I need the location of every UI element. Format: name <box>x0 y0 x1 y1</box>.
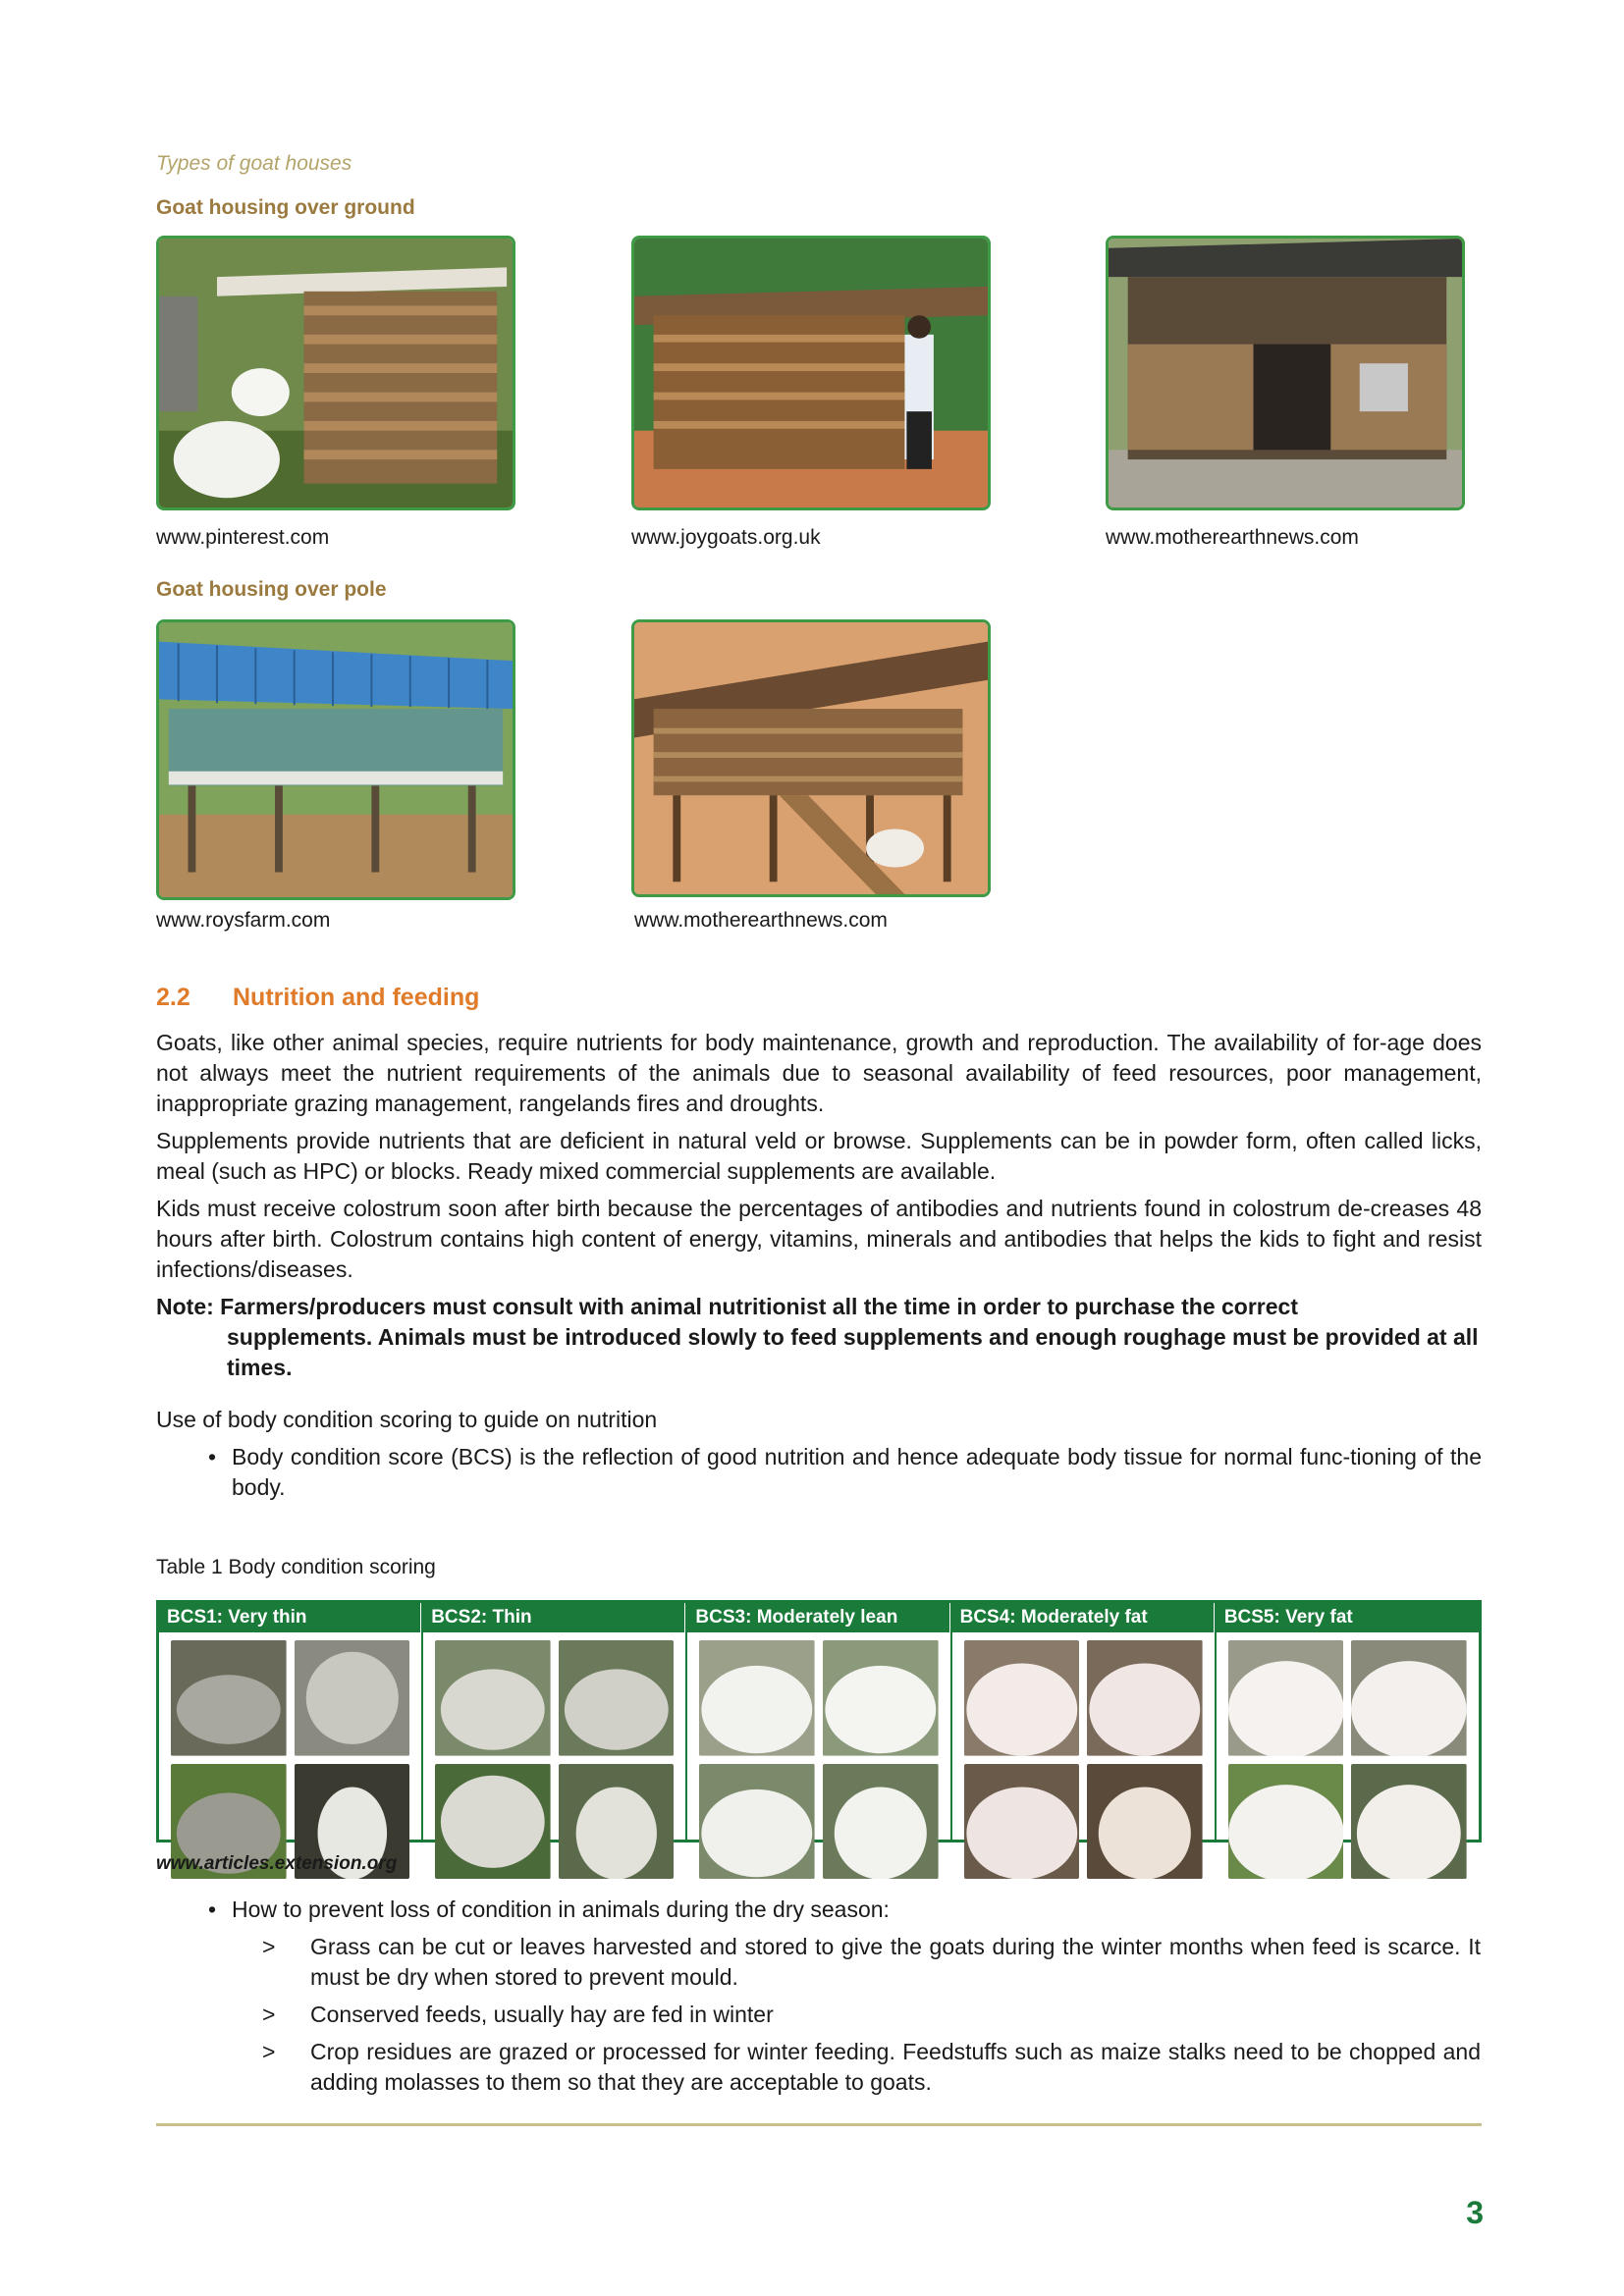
bcs-column-3 <box>687 1603 951 1840</box>
photo-source-pole-1: www.roysfarm.com <box>156 909 331 932</box>
dry-season-item-text: Crop residues are grazed or processed for winter feeding. Feedstuffs such as maize stalks need to be chopped and adding molasses to them so that they are acceptable to goats. <box>310 2039 1481 2095</box>
dry-season-heading: How to prevent loss of condition in animals during the dry season: <box>232 1896 890 1922</box>
bcs-photo <box>964 1640 1080 1756</box>
photo-source-ground-1: www.pinterest.com <box>156 526 330 549</box>
bcs-header: BCS5: Very fat <box>1217 1603 1479 1632</box>
bcs-photo <box>1228 1640 1344 1756</box>
bcs-photo <box>1351 1640 1467 1756</box>
arrow-marker: > <box>262 2039 276 2064</box>
photo-ground-2 <box>631 236 991 510</box>
bcs-intro: Use of body condition scoring to guide on nutrition <box>156 1407 658 1432</box>
photo-pole-2 <box>631 619 991 897</box>
bcs-table <box>156 1600 1482 1842</box>
bcs-photo <box>435 1764 551 1880</box>
dry-season-item <box>262 2000 1481 2030</box>
note-block <box>156 1292 1482 1383</box>
note-first-line: Note: Farmers/producers must consult with animal nutritionist all the time in order to purchase the correct <box>156 1294 1298 1319</box>
section-heading <box>156 984 479 1012</box>
arrow-marker: > <box>262 2002 276 2027</box>
bcs-photo <box>823 1640 939 1756</box>
figure-caption: Types of goat houses <box>156 152 352 175</box>
dry-season-item <box>262 1932 1481 1993</box>
paragraph-colostrum: Kids must receive colostrum soon after birth because the percentages of antibodies and nutrients found in colostrum de-creases 48 hours after birth. Colostrum contains high content of energy, vitamins, minerals and antibodies that helps the kids to fight and resist infections/diseases. <box>156 1196 1482 1282</box>
table-source: www.articles.extension.org <box>156 1853 398 1874</box>
bcs-photo <box>559 1640 675 1756</box>
photo-source-pole-2: www.motherearthnews.com <box>634 909 888 932</box>
dry-season-bullet <box>208 1895 1484 1925</box>
bcs-photo <box>699 1640 815 1756</box>
table-caption: Table 1 Body condition scoring <box>156 1556 436 1578</box>
bcs-header: BCS2: Thin <box>423 1603 685 1632</box>
photo-source-ground-3: www.motherearthnews.com <box>1106 526 1359 549</box>
bcs-photo <box>964 1764 1080 1880</box>
bcs-column-1 <box>159 1603 423 1840</box>
arrow-marker: > <box>262 1934 276 1959</box>
paragraph-forage: Goats, like other animal species, require nutrients for body maintenance, growth and reproduction. The availability of for-age does not always meet the nutrient requirements of the animals due to seasonal availability of feed resources, poor management, inappropriate grazing management, rangelands fires and droughts. <box>156 1030 1482 1116</box>
bcs-header: BCS3: Moderately lean <box>687 1603 949 1632</box>
bcs-column-5 <box>1217 1603 1479 1840</box>
bcs-photo <box>435 1640 551 1756</box>
pole-housing-heading: Goat housing over pole <box>156 578 387 601</box>
bcs-photo <box>1228 1764 1344 1880</box>
bcs-photo <box>171 1640 287 1756</box>
footer-rule <box>156 2123 1482 2126</box>
page-number: 3 <box>1466 2195 1484 2230</box>
bcs-photo <box>1087 1640 1203 1756</box>
bcs-header: BCS4: Moderately fat <box>952 1603 1215 1632</box>
bcs-photo <box>295 1640 410 1756</box>
photo-source-ground-2: www.joygoats.org.uk <box>631 526 821 549</box>
dry-season-item-text: Grass can be cut or leaves harvested and stored to give the goats during the winter months when feed is scarce. It must be dry when stored to prevent mould. <box>310 1934 1481 1990</box>
bcs-bullet-text: Body condition score (BCS) is the reflection of good nutrition and hence adequate body tissue for normal func-tioning of the body. <box>232 1444 1482 1500</box>
bcs-photo <box>823 1764 939 1880</box>
bcs-photo <box>559 1764 675 1880</box>
dry-season-item-text: Conserved feeds, usually hay are fed in winter <box>310 2002 774 2027</box>
section-number: 2.2 <box>156 984 190 1011</box>
bcs-photo <box>1087 1764 1203 1880</box>
note-rest: supplements. Animals must be introduced slowly to feed supplements and enough roughage must be provided at all times. <box>227 1324 1479 1380</box>
photo-pole-1 <box>156 619 515 900</box>
dry-season-item <box>262 2037 1481 2098</box>
bullet-dot: • <box>208 1444 217 1469</box>
bcs-header: BCS1: Very thin <box>159 1603 421 1632</box>
bcs-column-4 <box>952 1603 1217 1840</box>
ground-housing-heading: Goat housing over ground <box>156 196 415 219</box>
paragraph-supplements: Supplements provide nutrients that are deficient in natural veld or browse. Supplements can be in powder form, often called licks, meal (such as HPC) or blocks. Ready mixed commercial supplements are available. <box>156 1128 1482 1184</box>
bcs-bullet <box>208 1442 1482 1503</box>
bullet-dot: • <box>208 1896 217 1922</box>
bcs-column-2 <box>423 1603 687 1840</box>
section-title: Nutrition and feeding <box>233 984 480 1011</box>
photo-ground-1 <box>156 236 515 510</box>
photo-ground-3 <box>1106 236 1465 510</box>
bcs-photo <box>699 1764 815 1880</box>
bcs-photo <box>1351 1764 1467 1880</box>
